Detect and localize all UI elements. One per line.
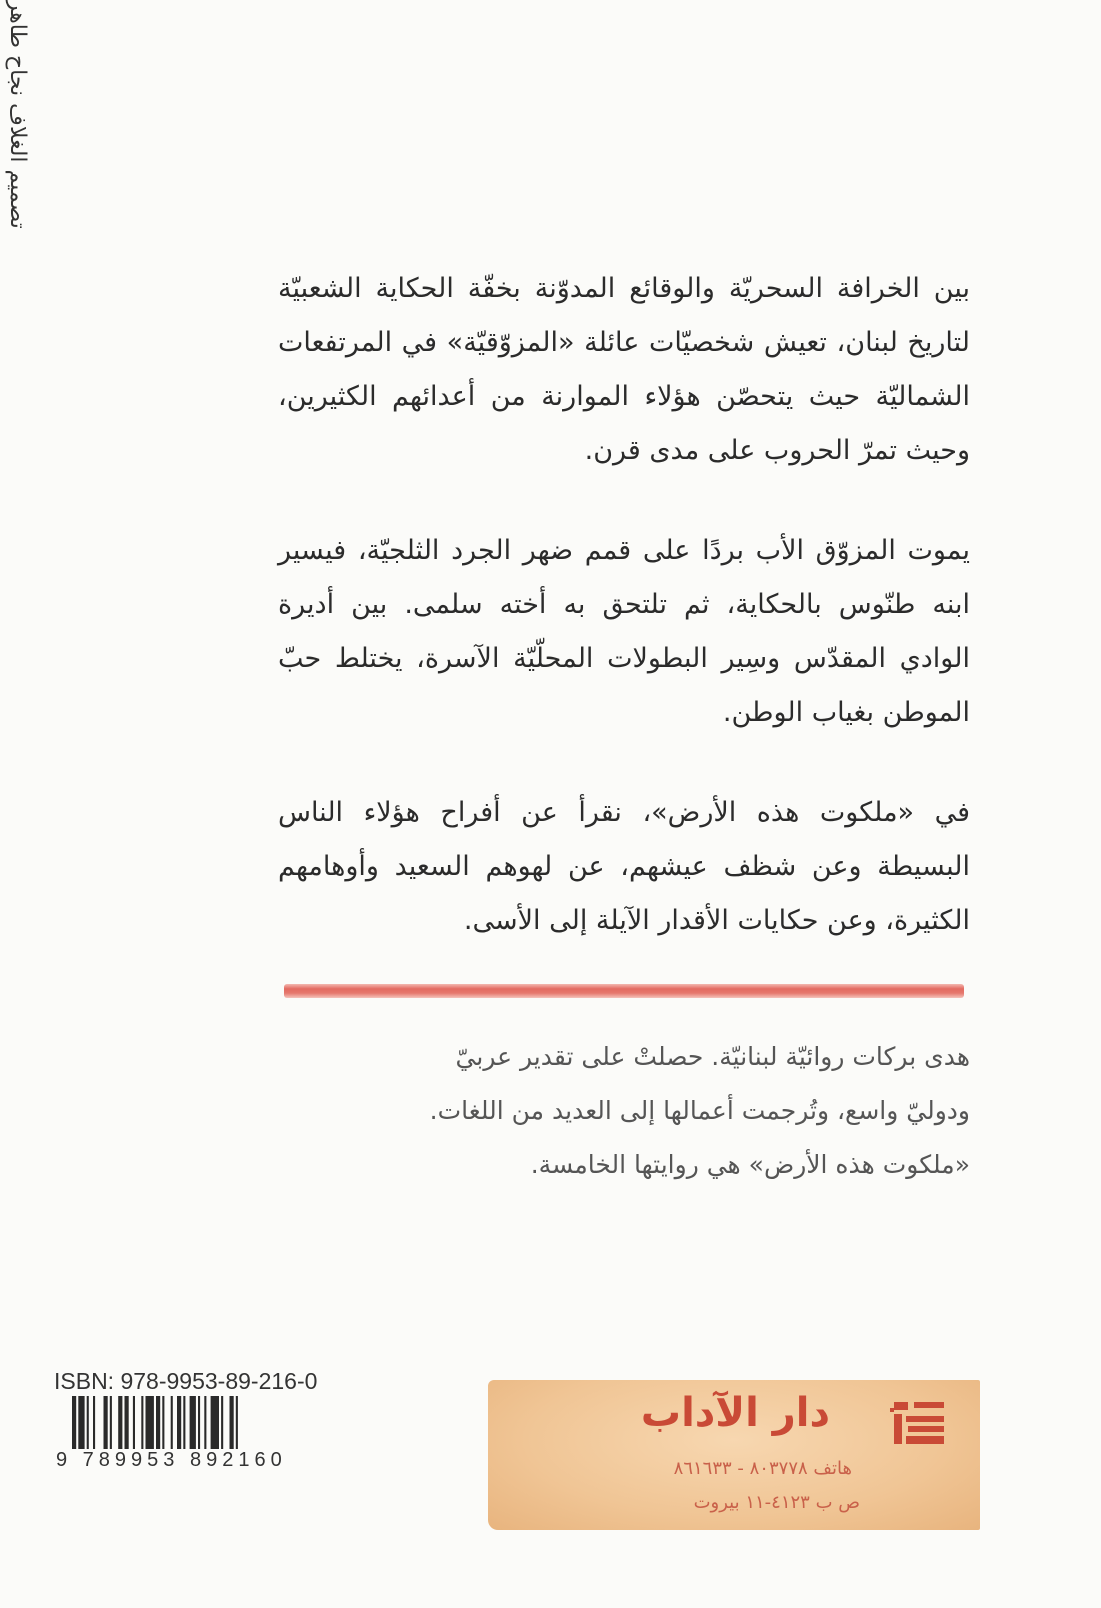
author-bio <box>270 1030 970 1192</box>
cover-design-credit-text: تصميم الغلاف نجاح طاهر <box>5 0 30 229</box>
blurb-paragraph: في «ملكوت هذه الأرض»، نقرأ عن أفراح هؤلاء الناس البسيطة وعن شظف عيشهم، عن لهوهم السعيد وأوهامهم الكثيرة، وعن حكايات الأقدار الآيلة إلى الأسى. <box>278 797 970 936</box>
red-divider <box>284 984 964 998</box>
blurb-paragraph: بين الخرافة السحريّة والوقائع المدوّنة بخفّة الحكاية الشعبيّة لتاريخ لبنان، تعيش شخصيّات عائلة «المزوّقيّة» في المرتفعات الشماليّة حيث يتحصّن هؤلاء الموارنة من أعدائهم الكثيرين، وحيث تمرّ الحروب على مدى قرن. <box>278 273 970 466</box>
isbn-label: ISBN: 978-9953-89-216-0 <box>54 1368 318 1394</box>
author-bio-line: هدى بركات روائيّة لبنانيّة. حصلتْ على تقدير عربيّ <box>455 1042 970 1071</box>
cover-design-credit <box>2 0 32 240</box>
publisher-address: ص ب ٤١٢٣-١١ بيروت <box>693 1492 860 1513</box>
author-bio-line: ودوليّ واسع، وتُرجمت أعمالها إلى العديد من اللغات. <box>429 1096 970 1125</box>
blurb <box>278 262 970 994</box>
barcode-digits: 9 789953 892160 <box>56 1449 287 1471</box>
publisher-logo-icon <box>890 1400 948 1448</box>
publisher-phone: هاتف ٨٠٣٧٧٨ - ٨٦١٦٣٣ <box>673 1458 852 1479</box>
publisher-label <box>488 1380 980 1530</box>
author-bio-line: «ملكوت هذه الأرض» هي روايتها الخامسة. <box>530 1150 970 1179</box>
publisher-name: دار الآداب <box>640 1390 830 1436</box>
blurb-paragraph: يموت المزوّق الأب بردًا على قمم ضهر الجرد الثلجيّة، فيسير ابنه طنّوس بالحكاية، ثم تلتحق به أخته سلمى. بين أديرة الوادي المقدّس وسِير البطولات المحلّيّة الآسرة، يختلط حبّ الموطن بغياب الوطن. <box>278 535 970 728</box>
